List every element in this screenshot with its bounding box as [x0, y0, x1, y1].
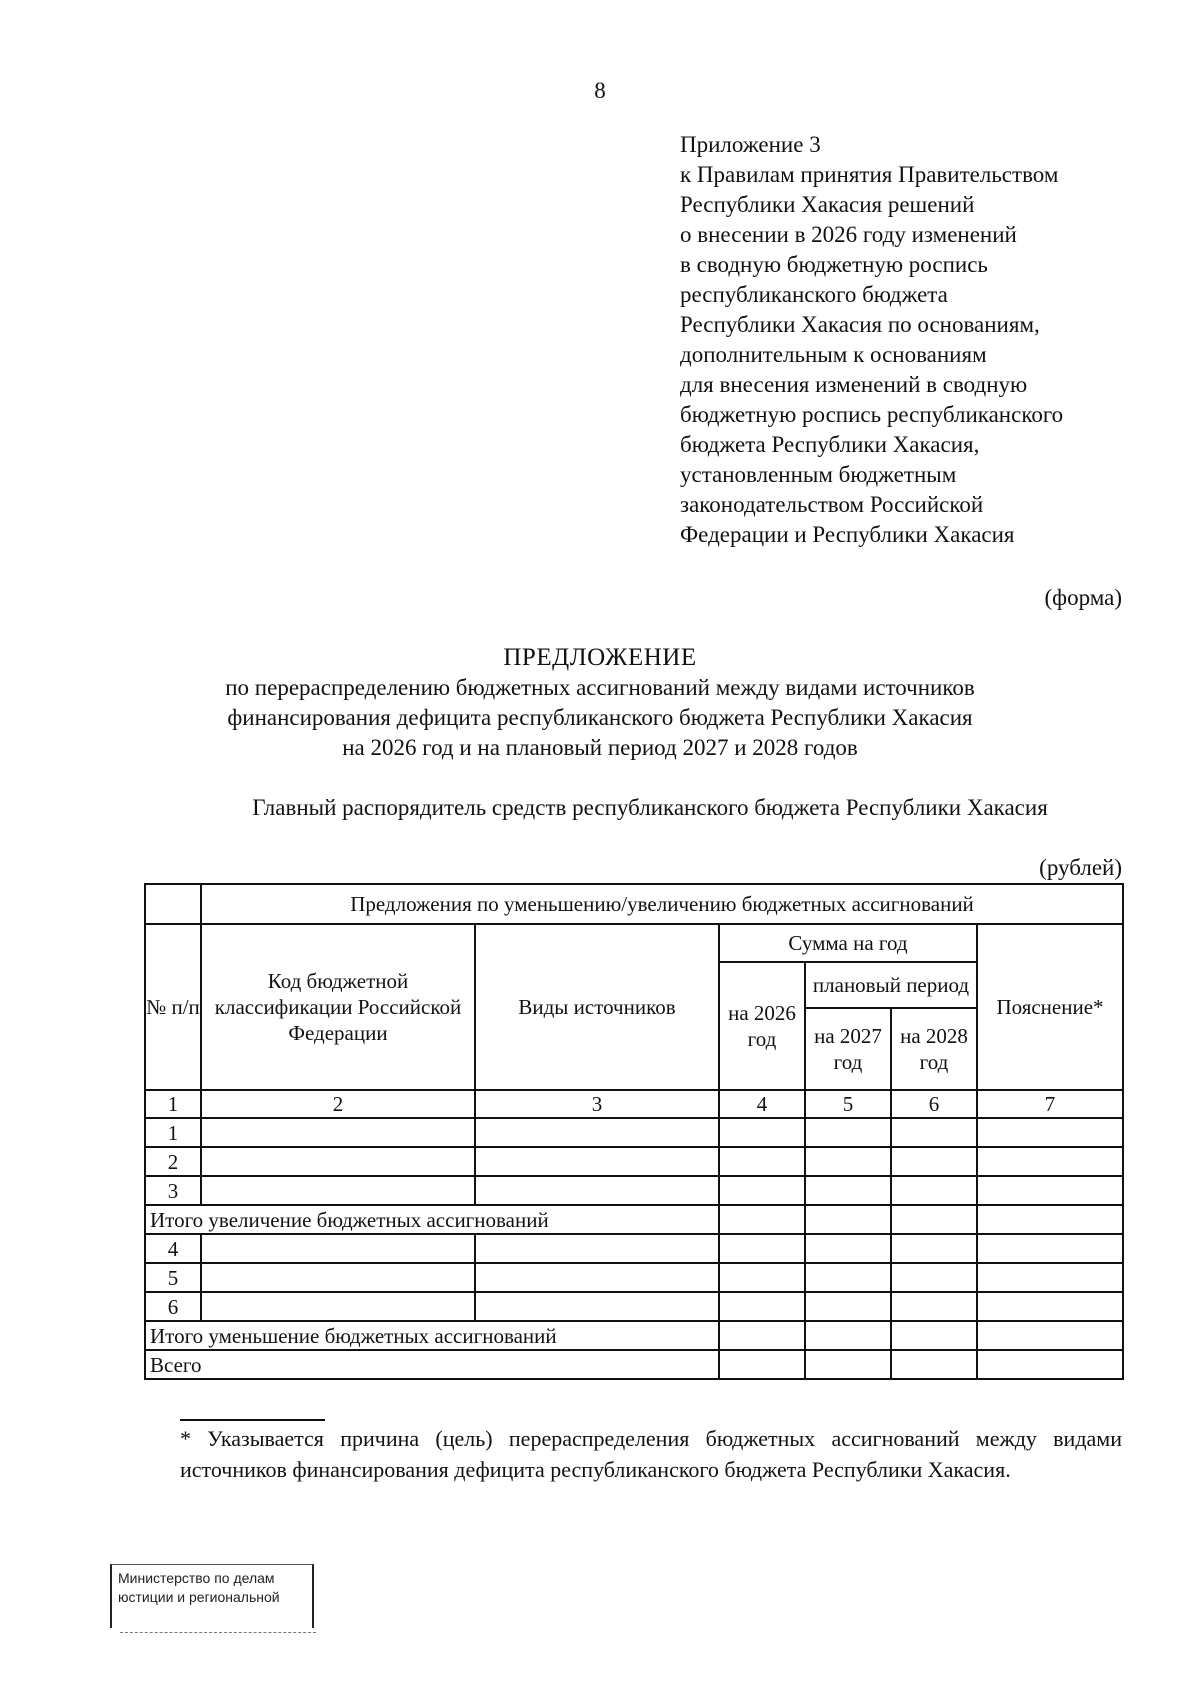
table-row: [145, 1234, 1123, 1263]
appendix-line: законодательством Российской: [680, 492, 984, 517]
table-cell: [201, 1292, 475, 1321]
units-label: (рублей): [1039, 855, 1122, 880]
appendix-line: бюджетную роспись республиканского: [680, 402, 1064, 427]
proposal-table: [144, 883, 1124, 1380]
table-cell: [719, 1205, 805, 1234]
table-cell: [719, 1350, 805, 1379]
table-cell: [719, 1263, 805, 1292]
table-cell: [719, 1176, 805, 1205]
row-number: 4: [145, 1234, 201, 1263]
table-cell: [977, 1321, 1123, 1350]
chief-manager-line: Главный распорядитель средств республиканского бюджета Республики Хакасия: [252, 795, 1048, 820]
appendix-line: в сводную бюджетную роспись: [680, 252, 988, 277]
decrease-total-row: [145, 1321, 1123, 1350]
table-cell: [475, 1118, 719, 1147]
table-cell: [719, 1147, 805, 1176]
header-year-2027: на 2027 год: [805, 1008, 891, 1090]
table-cell: [475, 1263, 719, 1292]
appendix-line: для внесения изменений в сводную: [680, 372, 1028, 397]
document-title: ПРЕДЛОЖЕНИЕ: [503, 644, 697, 671]
appendix-line: Федерации и Республики Хакасия: [680, 522, 1015, 547]
table-cell: [201, 1147, 475, 1176]
table-cell: [475, 1292, 719, 1321]
increase-total-row: [145, 1205, 1123, 1234]
header-year-2028: на 2028 год: [891, 1008, 977, 1090]
appendix-line: Республики Хакасия по основаниям,: [680, 312, 1040, 337]
table-cell: [805, 1263, 891, 1292]
table-cell: [977, 1263, 1123, 1292]
table-cell: [805, 1176, 891, 1205]
table-row: [145, 1176, 1123, 1205]
stamp-line: Министерство по делам: [118, 1570, 275, 1586]
header-proposals: Предложения по уменьшению/увеличению бюджетных ассигнований: [201, 884, 1123, 924]
table-cell: [977, 1205, 1123, 1234]
header-year-2026: на 2026 год: [719, 962, 805, 1090]
table-cell: [977, 1147, 1123, 1176]
grand-total-row: [145, 1350, 1123, 1379]
row-number: 1: [145, 1118, 201, 1147]
table-cell: [201, 1263, 475, 1292]
column-number: 4: [719, 1090, 805, 1118]
document-subtitle-line: по перераспределению бюджетных ассигнований между видами источников: [225, 675, 975, 700]
table-cell: [719, 1234, 805, 1263]
appendix-line: установленным бюджетным: [680, 462, 957, 487]
table-cell: [977, 1292, 1123, 1321]
row-number: 5: [145, 1263, 201, 1292]
document-subtitle-line: финансирования дефицита республиканского бюджета Республики Хакасия: [227, 705, 973, 730]
column-number: 1: [145, 1090, 201, 1118]
page-number: 8: [594, 78, 606, 103]
proposal-table-wrapper: [144, 883, 1122, 1380]
table-row: [145, 1292, 1123, 1321]
appendix-line: дополнительным к основаниям: [680, 342, 987, 367]
document-subtitle-line: на 2026 год и на плановый период 2027 и 2028 годов: [342, 735, 858, 760]
decrease-total-label: Итого уменьшение бюджетных ассигнований: [145, 1321, 719, 1350]
table-cell: [475, 1147, 719, 1176]
table-cell: [805, 1205, 891, 1234]
table-cell: [201, 1234, 475, 1263]
table-cell: [977, 1176, 1123, 1205]
header-blank-cell: [145, 884, 201, 924]
row-number: 2: [145, 1147, 201, 1176]
table-cell: [805, 1321, 891, 1350]
table-cell: [977, 1234, 1123, 1263]
footnote: * Указывается причина (цель) перераспределения бюджетных ассигнований между видами источников финансирования дефицита республиканского бюджета Республики Хакасия.: [180, 1426, 1122, 1482]
table-cell: [201, 1176, 475, 1205]
table-cell: [805, 1118, 891, 1147]
header-row-number: № п/п: [145, 924, 201, 1090]
form-label: (форма): [1044, 585, 1122, 610]
row-number: 6: [145, 1292, 201, 1321]
table-cell: [891, 1118, 977, 1147]
column-number: 3: [475, 1090, 719, 1118]
stamp-line: юстиции и региональной: [118, 1589, 280, 1605]
table-cell: [719, 1292, 805, 1321]
row-number: 3: [145, 1176, 201, 1205]
registration-stamp: [110, 1564, 314, 1628]
table-cell: [805, 1234, 891, 1263]
table-cell: [805, 1350, 891, 1379]
table-cell: [891, 1176, 977, 1205]
appendix-block: [680, 130, 1160, 550]
table-cell: [805, 1147, 891, 1176]
table-cell: [891, 1263, 977, 1292]
table-row: [145, 1118, 1123, 1147]
increase-total-label: Итого увеличение бюджетных ассигнований: [145, 1205, 719, 1234]
header-source-types: Виды источников: [475, 924, 719, 1090]
table-cell: [475, 1234, 719, 1263]
table-cell: [719, 1321, 805, 1350]
table-cell: [891, 1205, 977, 1234]
appendix-line: Приложение 3: [680, 132, 821, 157]
table-cell: [201, 1118, 475, 1147]
table-cell: [719, 1118, 805, 1147]
footnote-separator: [180, 1419, 325, 1421]
header-planned-period: плановый период: [805, 962, 977, 1008]
column-number: 5: [805, 1090, 891, 1118]
table-row: [145, 1263, 1123, 1292]
header-explanation: Пояснение*: [977, 924, 1123, 1090]
header-sum-per-year: Сумма на год: [719, 924, 977, 962]
table-cell: [891, 1234, 977, 1263]
table-cell: [891, 1350, 977, 1379]
table-cell: [891, 1321, 977, 1350]
table-cell: [805, 1292, 891, 1321]
grand-total-label: Всего: [145, 1350, 719, 1379]
column-number: 7: [977, 1090, 1123, 1118]
column-number: 2: [201, 1090, 475, 1118]
appendix-line: республиканского бюджета: [680, 282, 948, 307]
table-cell: [891, 1147, 977, 1176]
appendix-line: к Правилам принятия Правительством: [680, 162, 1059, 187]
appendix-line: о внесении в 2026 году изменений: [680, 222, 1017, 247]
table-cell: [977, 1118, 1123, 1147]
column-number: 6: [891, 1090, 977, 1118]
table-row: [145, 1147, 1123, 1176]
appendix-line: бюджета Республики Хакасия,: [680, 432, 980, 457]
table-cell: [891, 1292, 977, 1321]
table-cell: [977, 1350, 1123, 1379]
appendix-line: Республики Хакасия решений: [680, 192, 975, 217]
document-title-block: [0, 643, 1200, 763]
table-cell: [475, 1176, 719, 1205]
header-budget-code: Код бюджетной классификации Российской Федерации: [201, 924, 475, 1090]
stamp-divider: [120, 1632, 316, 1633]
